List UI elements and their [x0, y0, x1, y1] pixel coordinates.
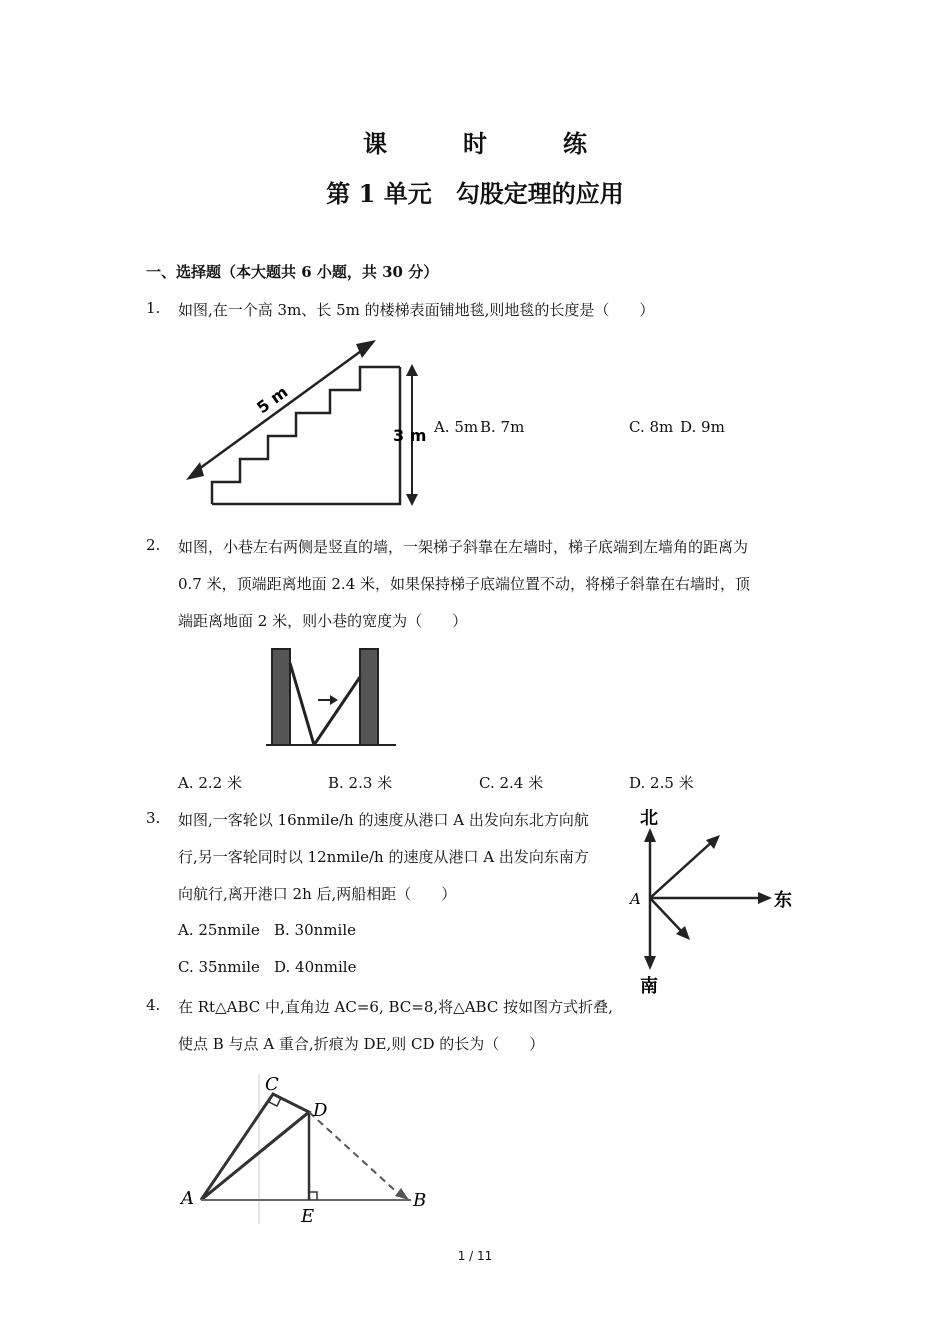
compass-figure: [622, 800, 807, 1000]
segment-ad: [201, 1112, 309, 1200]
question-1-line-1: 如图,在一个高 3m、长 5m 的楼梯表面铺地毯,则地毯的长度是（ ）: [178, 301, 655, 319]
question-2-number: 2.: [146, 536, 161, 554]
question-2-option-b: B. 2.3 米: [328, 774, 393, 792]
folding-triangle-figure: [175, 1068, 445, 1228]
question-3-line-3: 向航行,离开港口 2h 后,两船相距（ ）: [178, 885, 457, 903]
south-label: 南: [640, 976, 658, 997]
ladder-right: [314, 677, 360, 745]
north-arrow-head: [644, 828, 656, 842]
question-4-number: 4.: [146, 996, 161, 1014]
east-arrow-head: [758, 892, 772, 904]
length-arrow-head-start: [186, 462, 204, 480]
point-c-label: C: [265, 1074, 279, 1095]
point-b-label: B: [413, 1190, 427, 1211]
east-label: 东: [774, 890, 792, 911]
height-label: 3 m: [393, 426, 427, 445]
left-wall: [272, 649, 290, 745]
question-2-line-2: 0.7 米，顶端距离地面 2.4 米，如果保持梯子底端位置不动，将梯子斜靠在右墙时，顶: [178, 575, 751, 593]
alley-ladder-figure: [262, 645, 402, 750]
staircase-figure: [180, 334, 440, 514]
south-arrow-head: [644, 956, 656, 970]
question-3-option-c: C. 35nmile: [178, 958, 260, 976]
point-e-label: E: [301, 1206, 315, 1227]
question-1-number: 1.: [146, 299, 161, 317]
folded-triangle: [201, 1094, 309, 1200]
stairs: [212, 367, 400, 504]
section-heading: 一、选择题（本大题共 6 小题，共 30 分）: [146, 263, 439, 281]
question-2-line-1: 如图，小巷左右两侧是竖直的墙，一架梯子斜靠在左墙时，梯子底端到左墙角的距离为: [178, 538, 749, 556]
question-3-number: 3.: [146, 809, 161, 827]
move-arrow-head: [330, 695, 338, 705]
ladder-left: [290, 663, 314, 745]
question-2-option-d: D. 2.5 米: [629, 774, 694, 792]
point-d-label: D: [313, 1100, 328, 1121]
question-3-line-1: 如图,一客轮以 16nmile/h 的速度从港口 A 出发向东北方向航: [178, 811, 589, 829]
north-label: 北: [640, 808, 658, 829]
height-arrow-head-bottom: [406, 494, 418, 506]
question-3-line-2: 行,另一客轮同时以 12nmile/h 的速度从港口 A 出发向东南方: [178, 848, 589, 866]
point-a-label: A: [181, 1188, 194, 1209]
staircase-triangle-edges: [212, 367, 400, 504]
question-2-line-3: 端距离地面 2 米，则小巷的宽度为（ ）: [178, 612, 468, 630]
question-3-option-b: B. 30nmile: [274, 921, 357, 939]
southeast-route: [650, 898, 684, 934]
height-arrow-head-top: [406, 364, 418, 376]
question-1-option-b: B. 7m: [480, 418, 525, 436]
question-4-line-2: 使点 B 与点 A 重合,折痕为 DE,则 CD 的长为（ ）: [178, 1035, 545, 1053]
length-arrow-line: [192, 346, 368, 474]
question-1-option-c: C. 8m: [629, 418, 674, 436]
length-arrow-head-end: [356, 340, 376, 358]
length-label: 5 m: [253, 382, 292, 418]
segment-db-dashed: [309, 1112, 401, 1196]
page-number: 1 / 11: [457, 1249, 493, 1263]
question-1-option-d: D. 9m: [680, 418, 725, 436]
question-1-option-a: A. 5m: [434, 418, 479, 436]
question-2-option-a: A. 2.2 米: [178, 774, 242, 792]
port-a-label: A: [630, 890, 641, 908]
northeast-route: [650, 840, 714, 898]
page-subtitle: 第 1 单元 勾股定理的应用: [326, 179, 624, 208]
page-title: 课 时 练: [363, 129, 613, 158]
fold-arrow-head: [395, 1188, 409, 1200]
question-4-line-1: 在 Rt△ABC 中,直角边 AC=6, BC=8,将△ABC 按如图方式折叠,: [178, 998, 613, 1016]
right-wall: [360, 649, 378, 745]
question-3-option-a: A. 25nmile: [178, 921, 260, 939]
question-3-option-d: D. 40nmile: [274, 958, 357, 976]
question-2-option-c: C. 2.4 米: [479, 774, 544, 792]
